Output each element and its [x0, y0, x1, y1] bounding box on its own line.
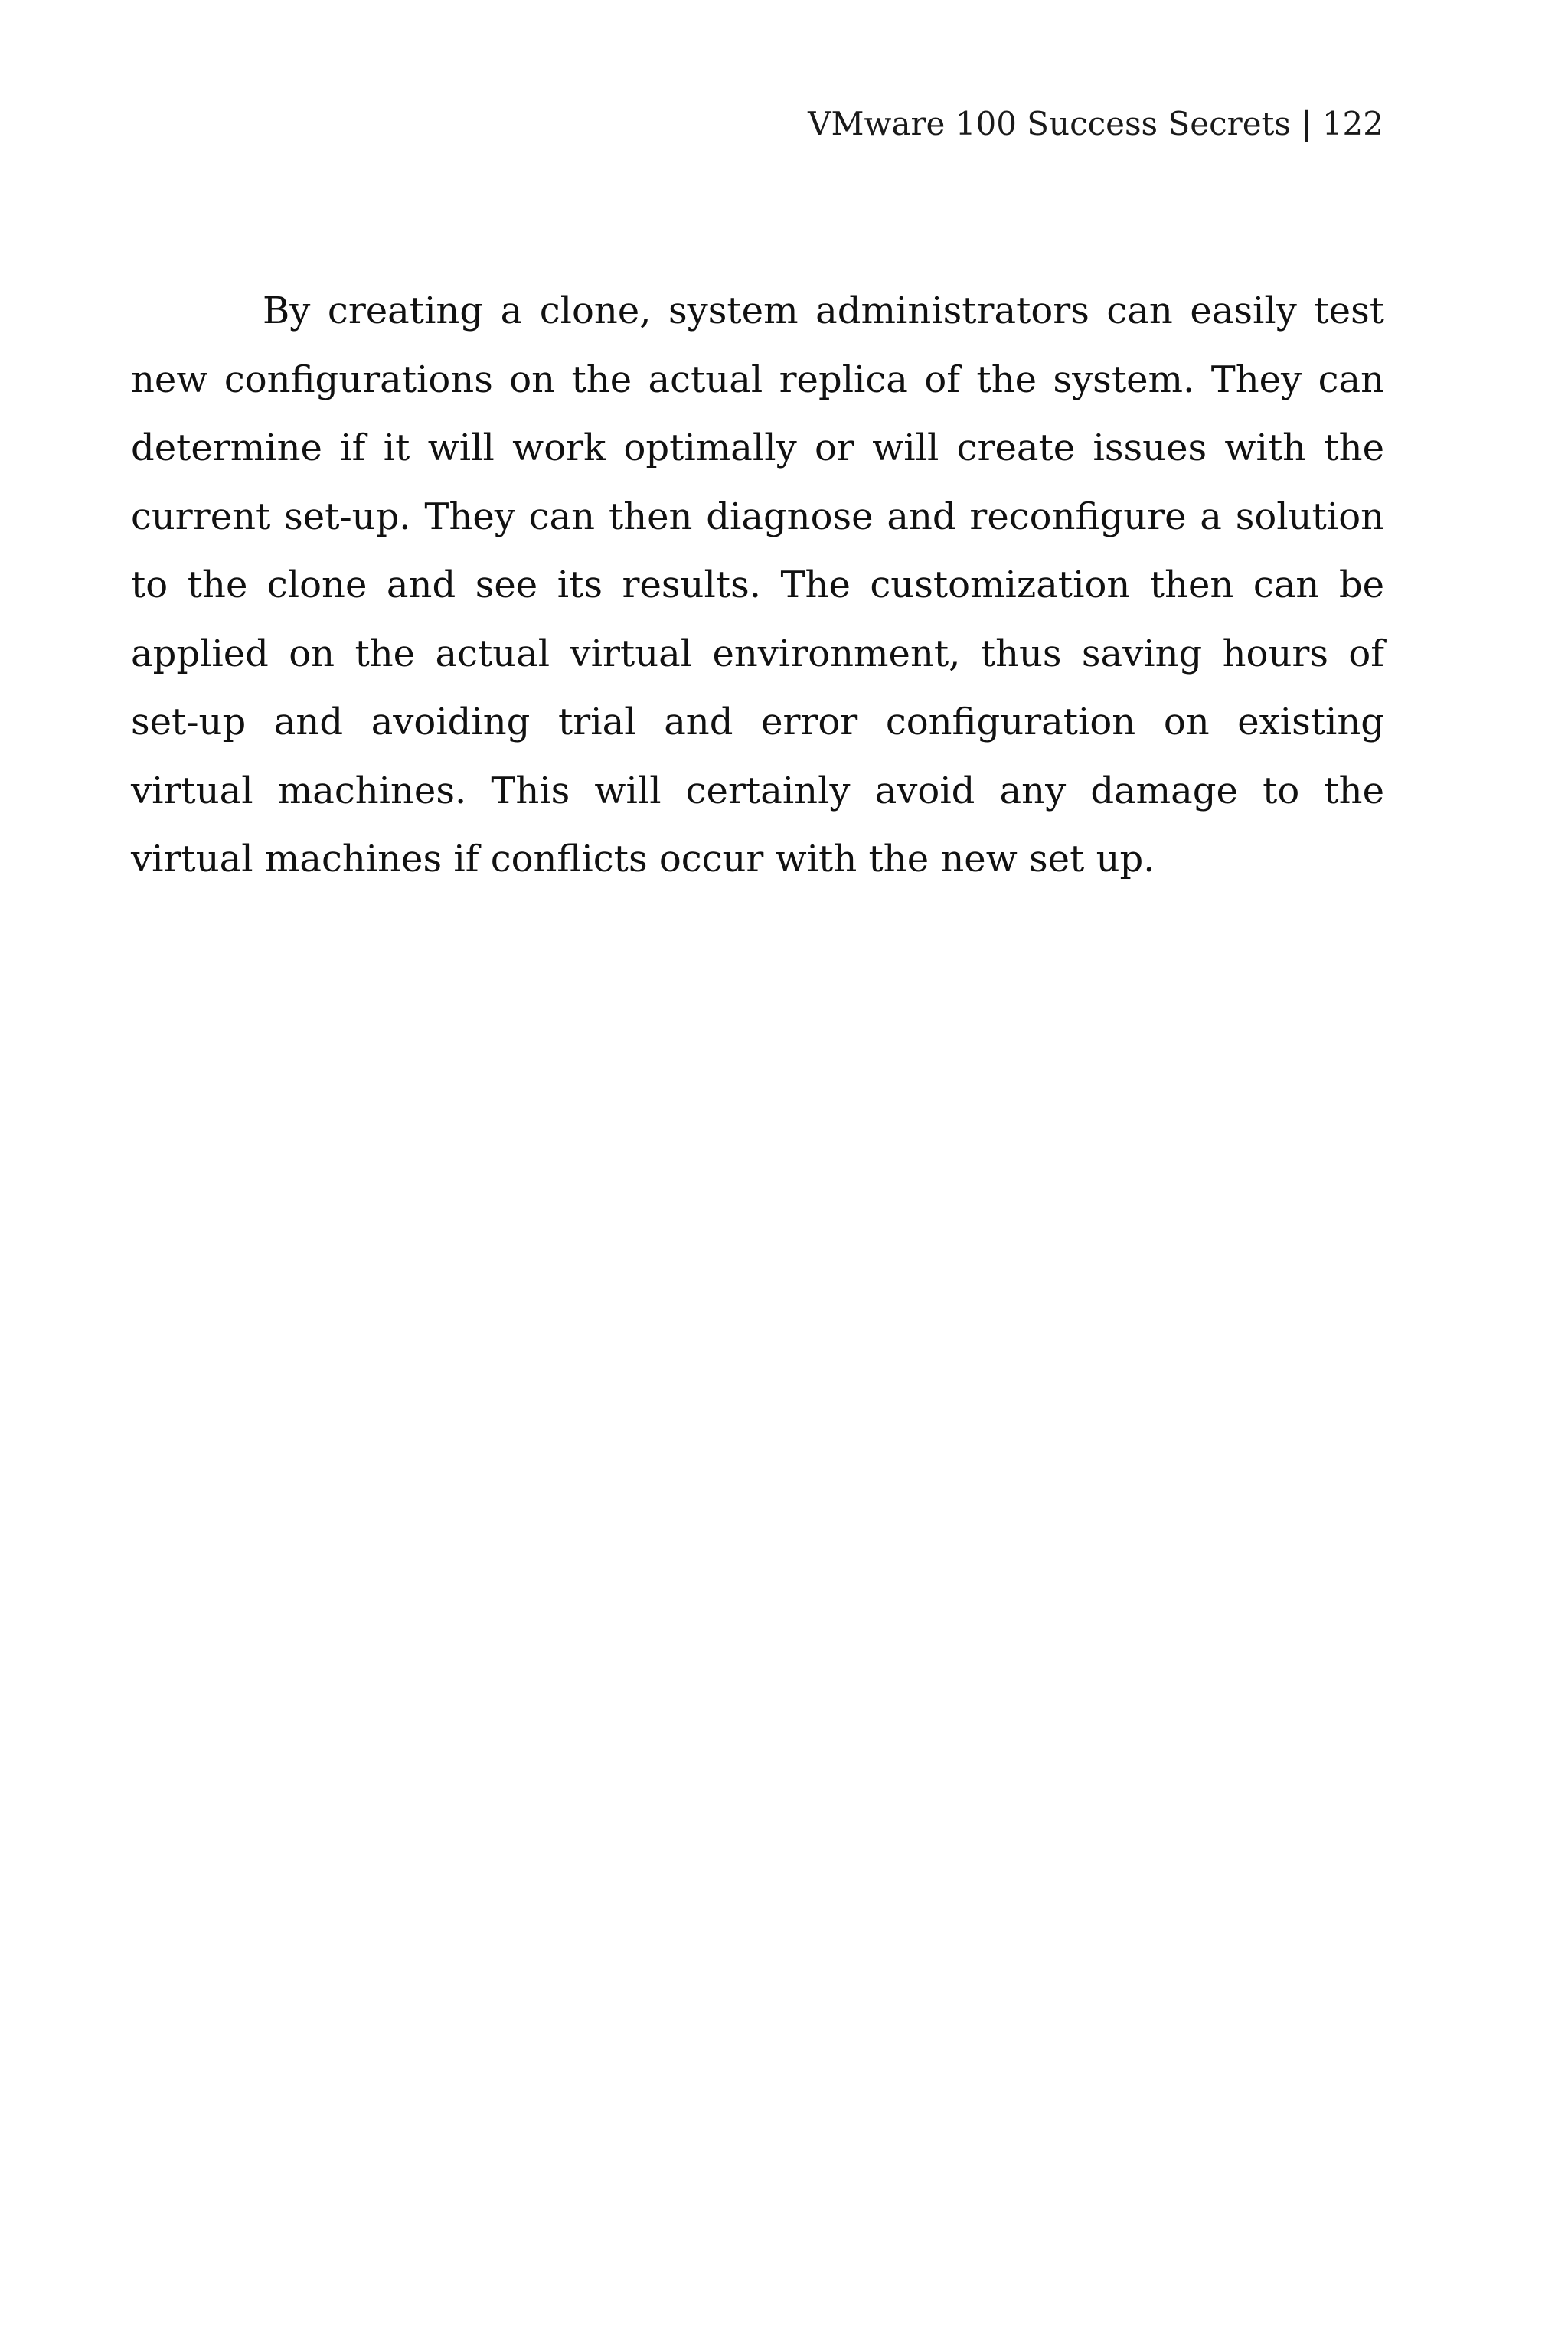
running-header: VMware 100 Success Secrets | 122	[808, 105, 1383, 142]
body-paragraph: By creating a clone, system administrators can easily test new configurations on the actual replica of the system. They can determine if it will work optimally or will create issues with the current set-up. They can then diagnose and reconfigure a solution to the clone and see its results. The customization then can be applied on the actual virtual environment, thus saving hours of set-up and avoiding trial and error configuration on existing virtual machines. This will certainly avoid any damage to the virtual machines if conflicts occur with the new set up.	[131, 289, 1384, 880]
